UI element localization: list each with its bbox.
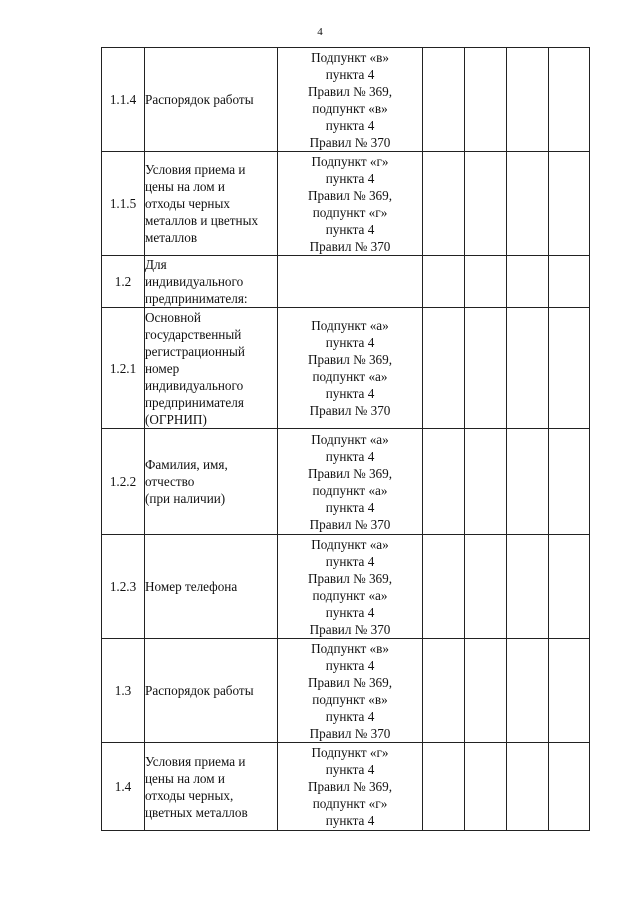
empty-cell [465, 535, 507, 639]
empty-cell [507, 256, 549, 308]
table-row [102, 429, 590, 535]
table-row [102, 743, 590, 831]
empty-cell [465, 639, 507, 743]
empty-cell [507, 429, 549, 535]
empty-cell [549, 48, 590, 152]
requirement-name: Условия приема и цены на лом и отходы черных, цветных металлов [145, 743, 278, 831]
requirement-name: Основной государственный регистрационный номер индивидуального предпринимателя (ОГРНИП) [145, 308, 278, 429]
requirement-name: Распорядок работы [145, 639, 278, 743]
empty-cell [423, 48, 465, 152]
row-number: 1.2 [102, 256, 145, 308]
empty-cell [423, 308, 465, 429]
empty-cell [507, 639, 549, 743]
row-number: 1.3 [102, 639, 145, 743]
empty-cell [549, 152, 590, 256]
requirement-name: Фамилия, имя, отчество (при наличии) [145, 429, 278, 535]
row-number: 1.4 [102, 743, 145, 831]
table-row [102, 256, 590, 308]
table-row [102, 639, 590, 743]
table-row [102, 48, 590, 152]
row-number: 1.2.1 [102, 308, 145, 429]
row-number: 1.2.2 [102, 429, 145, 535]
empty-cell [507, 743, 549, 831]
requirement-name: Для индивидуального предпринимателя: [145, 256, 278, 308]
requirement-name: Условия приема и цены на лом и отходы черных металлов и цветных металлов [145, 152, 278, 256]
row-number: 1.1.5 [102, 152, 145, 256]
row-number: 1.1.4 [102, 48, 145, 152]
empty-cell [507, 48, 549, 152]
empty-cell [549, 639, 590, 743]
empty-cell [507, 535, 549, 639]
legal-basis: Подпункт «а» пункта 4 Правил № 369, подпункт «а» пункта 4 Правил № 370 [278, 535, 423, 639]
empty-cell [507, 152, 549, 256]
empty-cell [549, 535, 590, 639]
empty-cell [507, 308, 549, 429]
empty-cell [423, 639, 465, 743]
empty-cell [423, 429, 465, 535]
legal-basis: Подпункт «а» пункта 4 Правил № 369, подпункт «а» пункта 4 Правил № 370 [278, 308, 423, 429]
empty-cell [549, 429, 590, 535]
empty-cell [423, 743, 465, 831]
empty-cell [423, 152, 465, 256]
empty-cell [549, 256, 590, 308]
table-row [102, 152, 590, 256]
empty-cell [549, 308, 590, 429]
empty-cell [423, 256, 465, 308]
requirements-table [101, 47, 590, 831]
empty-cell [465, 152, 507, 256]
empty-cell [465, 256, 507, 308]
legal-basis: Подпункт «а» пункта 4 Правил № 369, подпункт «а» пункта 4 Правил № 370 [278, 429, 423, 535]
legal-basis [278, 256, 423, 308]
empty-cell [465, 429, 507, 535]
legal-basis: Подпункт «в» пункта 4 Правил № 369, подпункт «в» пункта 4 Правил № 370 [278, 639, 423, 743]
row-number: 1.2.3 [102, 535, 145, 639]
table-row [102, 535, 590, 639]
page-number: 4 [317, 26, 323, 38]
legal-basis: Подпункт «г» пункта 4 Правил № 369, подпункт «г» пункта 4 Правил № 370 [278, 152, 423, 256]
empty-cell [465, 48, 507, 152]
table-row [102, 308, 590, 429]
empty-cell [465, 308, 507, 429]
empty-cell [423, 535, 465, 639]
empty-cell [549, 743, 590, 831]
requirement-name: Распорядок работы [145, 48, 278, 152]
requirement-name: Номер телефона [145, 535, 278, 639]
empty-cell [465, 743, 507, 831]
legal-basis: Подпункт «г» пункта 4 Правил № 369, подпункт «г» пункта 4 [278, 743, 423, 831]
legal-basis: Подпункт «в» пункта 4 Правил № 369, подпункт «в» пункта 4 Правил № 370 [278, 48, 423, 152]
